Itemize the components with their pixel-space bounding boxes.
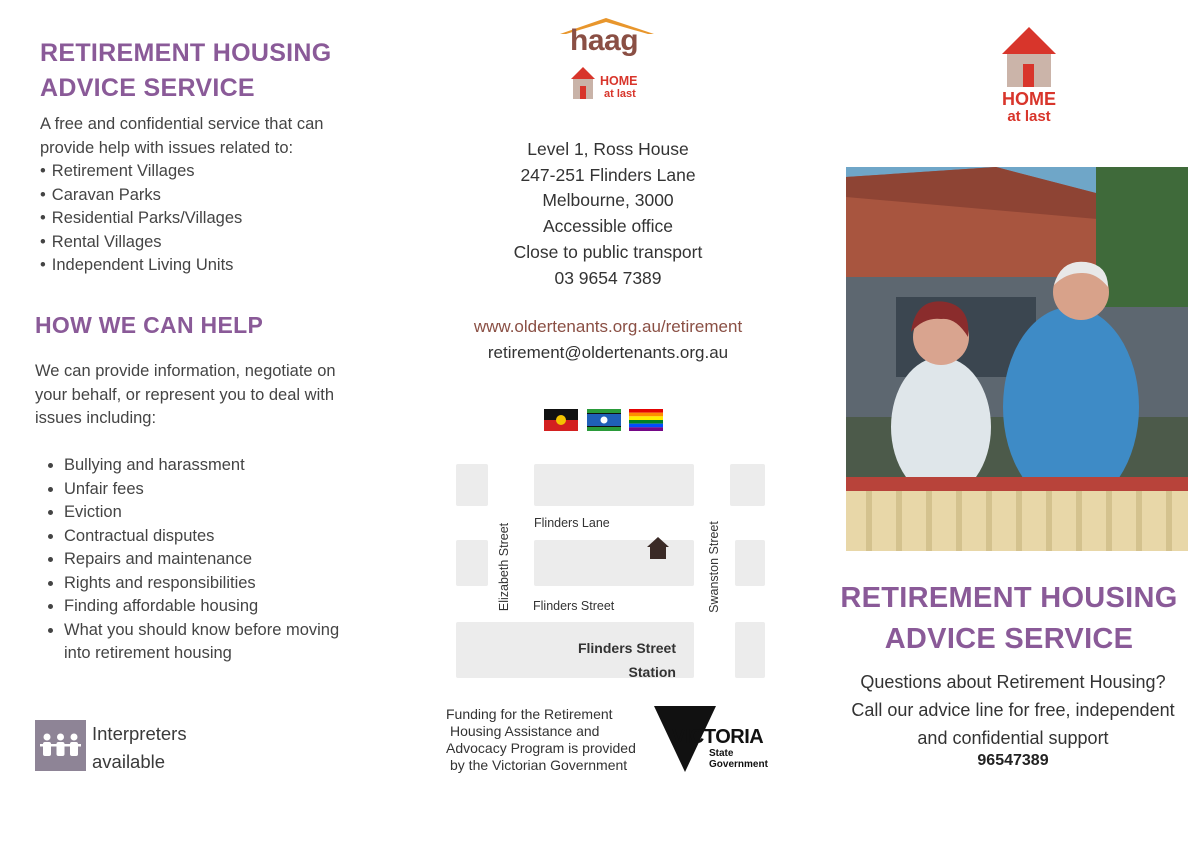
flinders-street-label: Flinders Street xyxy=(533,599,615,613)
home-logo-small-line2: at last xyxy=(604,88,636,100)
rainbow-flag-icon xyxy=(629,409,663,431)
left-title-line1: RETIREMENT HOUSING xyxy=(40,39,332,67)
home-logo-line2: at last xyxy=(1007,108,1051,125)
interpreter-people-icon xyxy=(35,720,86,771)
station-label xyxy=(566,636,676,684)
list-item: • Rights and responsibilities xyxy=(64,572,394,596)
help-intro-line2: your behalf, or represent you to deal with xyxy=(35,385,335,404)
home-logo-line1: HOME xyxy=(1002,89,1056,109)
funding-line: Advocacy Program is provided xyxy=(446,740,636,756)
left-intro-line1: A free and confidential service that can xyxy=(40,115,324,133)
flinders-lane-label: Flinders Lane xyxy=(534,516,610,530)
haag-logo-text: haag xyxy=(570,24,639,57)
list-item: • Independent Living Units xyxy=(40,254,380,278)
left-intro-line2: provide help with issues related to: xyxy=(40,138,294,157)
address-line: 247-251 Flinders Lane xyxy=(520,164,696,185)
map-block xyxy=(534,540,694,586)
torres-strait-flag-icon xyxy=(587,409,621,431)
email-link[interactable]: retirement@oldertenants.org.au xyxy=(487,343,729,362)
right-title-line2: ADVICE SERVICE xyxy=(884,623,1134,655)
list-item: • Retirement Villages xyxy=(40,160,380,184)
list-item xyxy=(64,619,394,666)
map-block xyxy=(735,540,765,586)
home-logo-small-line1: HOME xyxy=(600,74,638,88)
help-list xyxy=(36,454,394,666)
help-heading: HOW WE CAN HELP xyxy=(35,312,264,338)
questions-line: Questions about Retirement Housing? xyxy=(860,672,1166,692)
home-logo-small-text xyxy=(600,75,638,101)
left-title-line2: ADVICE SERVICE xyxy=(40,74,255,102)
left-title xyxy=(40,36,332,106)
address-line: Melbourne, 3000 xyxy=(542,190,674,211)
map-block xyxy=(730,464,765,506)
victoria-logo-text: VICTORIA xyxy=(672,726,764,748)
address-line: Level 1, Ross House xyxy=(527,139,689,159)
list-item-line1: What you should know before moving xyxy=(64,620,340,639)
interpreters-line1: Interpreters xyxy=(92,723,187,744)
station-line1: Flinders Street xyxy=(577,640,676,656)
right-title xyxy=(836,578,1182,660)
funding-line: by the Victorian Government xyxy=(450,757,628,773)
list-item: • Repairs and maintenance xyxy=(64,548,394,572)
questions-line: and confidential support xyxy=(917,728,1109,748)
aboriginal-flag-icon xyxy=(544,409,578,431)
map-block xyxy=(456,540,488,586)
victoria-sub2: Government xyxy=(709,759,768,770)
house-icon xyxy=(1001,26,1057,88)
list-item-line2: into retirement housing xyxy=(64,644,232,662)
address-block xyxy=(458,137,758,291)
list-item: • Eviction xyxy=(64,501,394,525)
list-item: • Contractual disputes xyxy=(64,525,394,549)
questions-line: Call our advice line for free, independent xyxy=(851,700,1175,720)
victoria-sub1: State xyxy=(709,748,734,759)
house-icon xyxy=(570,66,596,100)
home-at-last-logo-small xyxy=(570,66,650,102)
phone-number: 03 9654 7389 xyxy=(554,267,662,288)
location-map xyxy=(456,464,765,678)
help-intro xyxy=(35,360,375,431)
map-block xyxy=(456,464,488,506)
map-block xyxy=(534,464,694,506)
home-logo-text xyxy=(996,90,1062,126)
funding-text xyxy=(446,706,656,774)
address-line: Close to public transport xyxy=(513,241,703,262)
swanston-street-label: Swanston Street xyxy=(707,521,721,613)
help-intro-line1: We can provide information, negotiate on xyxy=(35,362,336,380)
funding-line: Funding for the Retirement xyxy=(446,706,613,722)
list-item: • Finding affordable housing xyxy=(64,595,394,619)
help-intro-line3: issues including: xyxy=(35,409,157,427)
address-line: Accessible office xyxy=(542,216,674,237)
advice-line-phone[interactable]: 96547389 xyxy=(977,752,1049,769)
elizabeth-street-label: Elizabeth Street xyxy=(497,522,511,612)
home-at-last-logo xyxy=(996,26,1062,130)
interpreters-text xyxy=(92,720,187,776)
victoria-logo xyxy=(654,706,774,774)
list-item: • Residential Parks/Villages xyxy=(40,207,380,231)
right-title-line1: RETIREMENT HOUSING xyxy=(840,582,1178,614)
couple-photo xyxy=(846,167,1188,551)
map-block xyxy=(735,622,765,678)
house-location-icon xyxy=(646,536,670,560)
funding-line: Housing Assistance and xyxy=(450,723,600,739)
issues-list xyxy=(40,160,380,278)
haag-logo xyxy=(556,14,660,64)
left-intro xyxy=(40,113,380,278)
questions-text xyxy=(830,668,1196,752)
interpreters-line2: available xyxy=(92,751,166,772)
list-item: • Unfair fees xyxy=(64,478,394,502)
list-item: • Bullying and harassment xyxy=(64,454,394,478)
station-line2: Station xyxy=(628,664,676,680)
list-item: • Caravan Parks xyxy=(40,184,380,208)
website-link[interactable]: www.oldertenants.org.au/retirement xyxy=(473,317,743,336)
list-item: • Rental Villages xyxy=(40,231,380,255)
